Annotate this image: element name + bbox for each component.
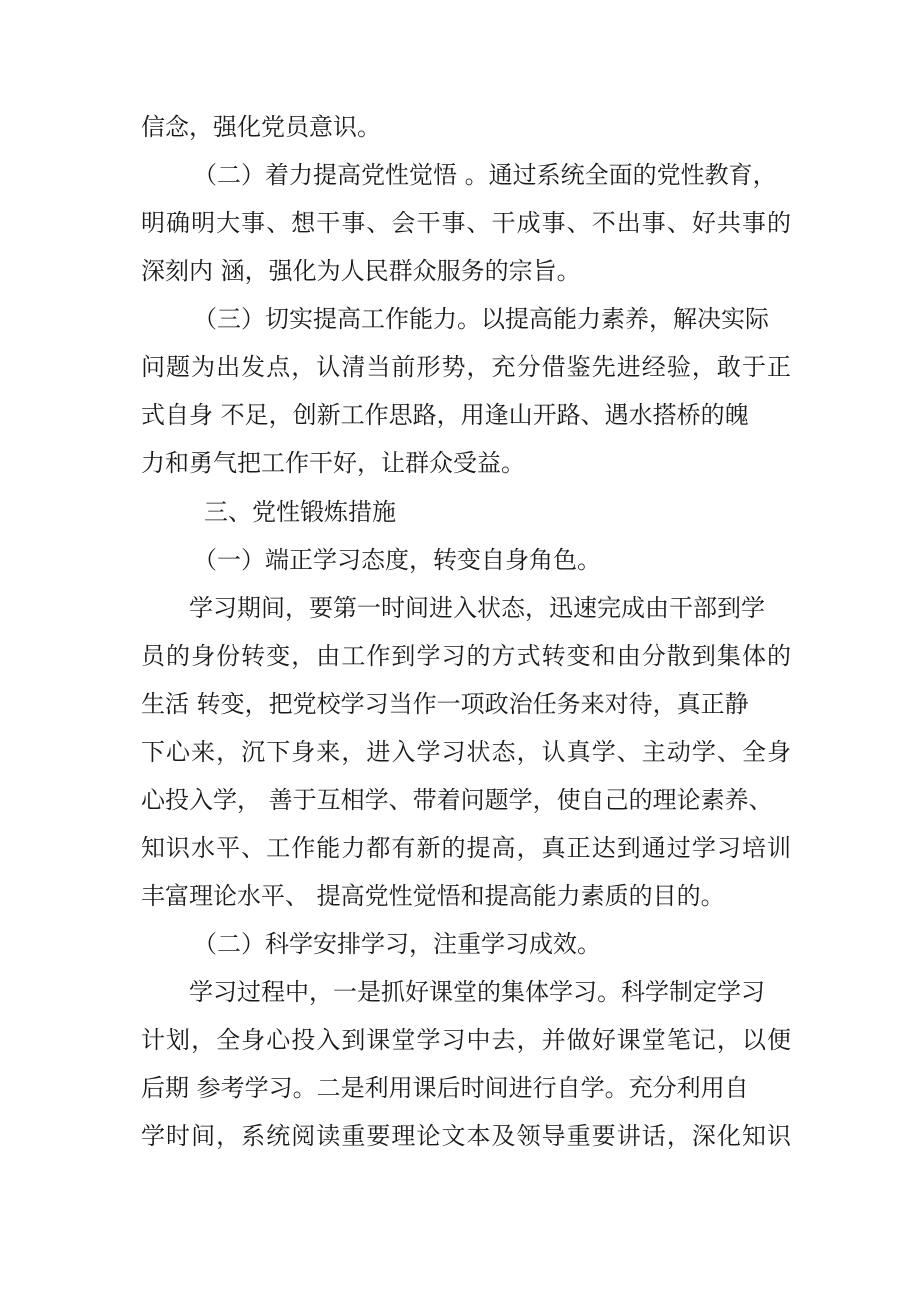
text-line-21: 后期 参考学习。二是利用课后时间进行自学。充分利用自 [141,1074,749,1102]
text-line-12: 员的身份转变，由工作到学习的方式转变和由分散到集体的 [141,642,791,670]
text-line-20: 计划，全身心投入到课堂学习中去，并做好课堂笔记，以便 [141,1026,791,1054]
text-line-16: 知识水平、工作能力都有新的提高，真正达到通过学习培训 [141,834,791,862]
text-line-3: 明确明大事、想干事、会干事、干成事、不出事、好共事的 [141,209,791,237]
section-heading: 三、党性锻炼措施 [204,498,396,526]
text-line-15: 心投入学， 善于互相学、带着问题学，使自己的理论素养、 [141,786,773,814]
text-line-10: （一）端正学习态度，转变自身角色。 [193,546,601,574]
text-line-1: 信念，强化党员意识。 [141,113,381,141]
text-line-5: （三）切实提高工作能力。以提高能力素养，解决实际 [193,305,769,333]
text-line-11: 学习期间，要第一时间进入状态，迅速完成由干部到学 [189,594,765,622]
text-line-18: （二）科学安排学习，注重学习成效。 [193,930,601,958]
text-line-14: 下心来，沉下身来，进入学习状态，认真学、主动学、全身 [141,738,791,766]
text-line-7: 式自身 不足，创新工作思路，用逢山开路、遇水搭桥的魄 [141,401,749,429]
text-line-6: 问题为出发点，认清当前形势，充分借鉴先进经验，敢于正 [141,353,791,381]
text-line-2: （二）着力提高党性觉悟 。通过系统全面的党性教育， [193,161,777,189]
text-line-19: 学习过程中，一是抓好课堂的集体学习。科学制定学习 [189,978,765,1006]
text-line-22: 学时间，系统阅读重要理论文本及领导重要讲话，深化知识 [141,1122,791,1150]
text-line-4: 深刻内 涵，强化为人民群众服务的宗旨。 [141,257,581,285]
text-line-8: 力和勇气把工作干好，让群众受益。 [141,449,525,477]
text-line-13: 生活 转变，把党校学习当作一项政治任务来对待，真正静 [141,690,749,718]
text-line-17: 丰富理论水平、 提高党性觉悟和提高能力素质的目的。 [141,882,725,910]
